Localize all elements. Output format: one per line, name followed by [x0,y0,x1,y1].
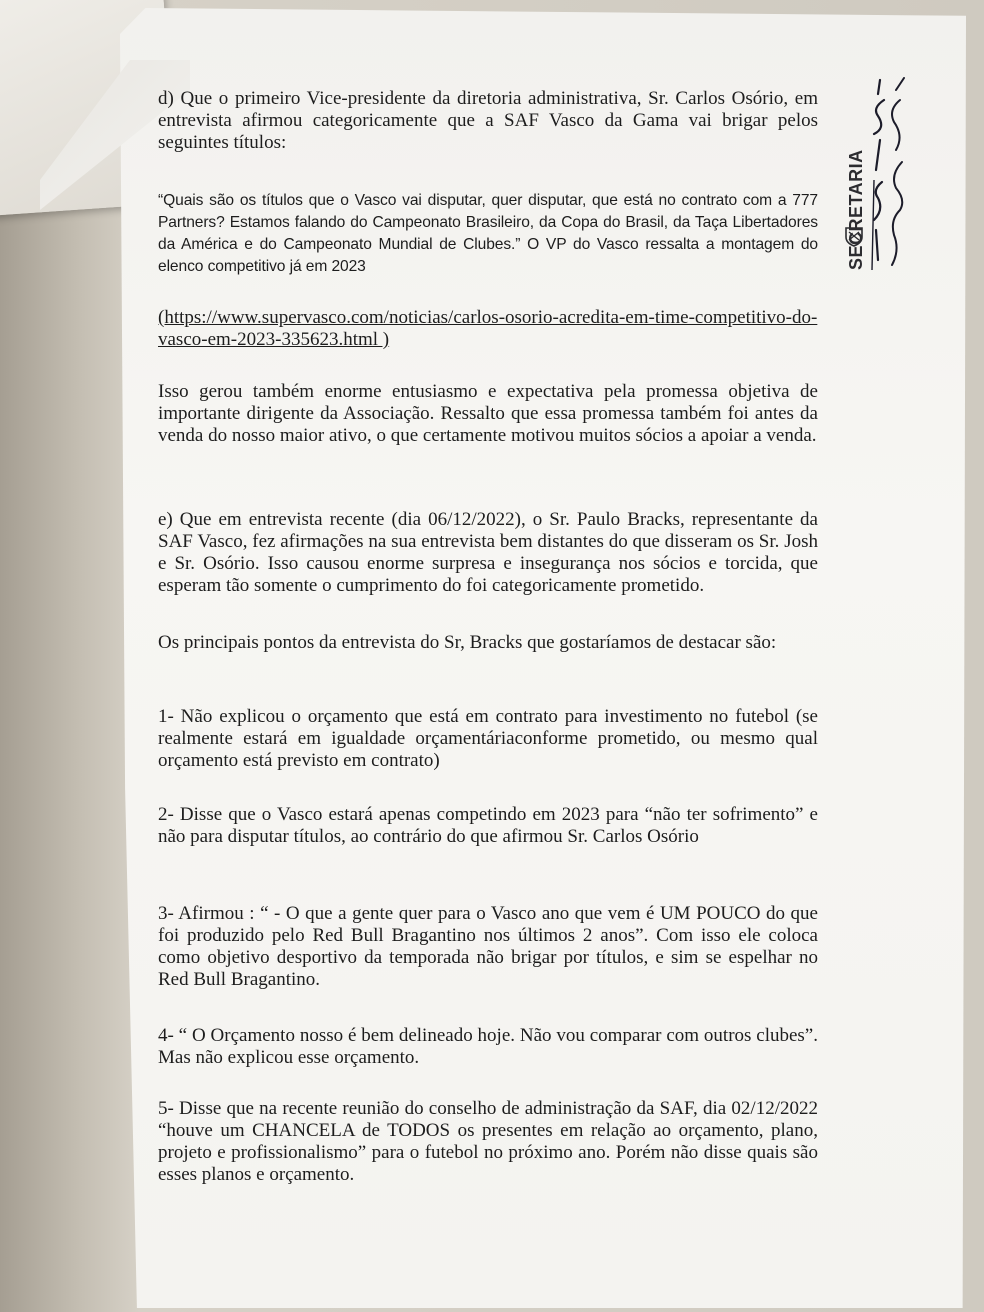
list-item-4-text: 4- “ O Orçamento nosso é bem delineado hoje. Não vou comparar com outros clubes”. Mas não explicou esse orçamento. [158,1025,818,1068]
source-link-text[interactable]: (https://www.supervasco.com/noticias/carlos-osorio-acredita-em-time-competitivo-do-vasco-em-2023-335623.html ) [158,307,818,350]
section-entusiasmo-text: Isso gerou também enorme entusiasmo e expectativa pela promessa objetiva de importante dirigente da Associação. Ressalto que essa promessa também foi antes da venda do nosso maior ativo, o que certamente motivou muitos sócios a apoiar a venda. [158,381,818,446]
list-item-5-text: 5- Disse que na recente reunião do conselho de administração da SAF, dia 02/12/2022 “houve um CHANCELA de TODOS os presentes em relação ao orçamento, plano, projeto e profissionalismo” para o futebol no próximo ano. Porém não disse quais são esses planos e orçamento. [158,1098,818,1185]
list-item-2 [158,804,818,848]
section-principais-text: Os principais pontos da entrevista do Sr, Bracks que gostaríamos de destacar são: [158,632,777,653]
section-e [158,509,818,597]
list-item-1 [158,706,818,772]
section-e-text: e) Que em entrevista recente (dia 06/12/2022), o Sr. Paulo Bracks, representante da SAF Vasco, fez afirmações na sua entrevista bem distantes do que disseram os Sr. Josh e Sr. Osório. Isso causou enorme surpresa e insegurança nos sócios e torcida, que esperam tão somente o cumprimento do foi categoricamente prometido. [158,509,818,596]
section-d-text: d) Que o primeiro Vice-presidente da diretoria administrativa, Sr. Carlos Osório, em entrevista afirmou categoricamente que a SAF Vasco da Gama vai brigar pelos seguintes títulos: [158,88,818,153]
list-item-2-text: 2- Disse que o Vasco estará apenas competindo em 2023 para “não ter sofrimento” e não para disputar títulos, ao contrário do que afirmou Sr. Carlos Osório [158,804,818,847]
list-item-4 [158,1025,818,1069]
quote-text: “Quais são os títulos que o Vasco vai disputar, quer disputar, que está no contrato com a 777 Partners? Estamos falando do Campeonato Brasileiro, da Copa do Brasil, da Taça Libertadores da América e do Campeonato Mundial de Clubes.” O VP do Vasco ressalta a montagem do elenco competitivo já em 2023 [158,192,818,275]
list-item-3-text: 3- Afirmou : “ - O que a gente quer para o Vasco ano que vem é UM POUCO do que foi produzido pelo Red Bull Bragantino nos últimos 2 anos”. Com isso ele coloca como objetivo desportivo da temporada não brigar por títulos, e sim se espelhar no Red Bull Bragantino. [158,903,818,990]
list-item-5 [158,1098,818,1186]
handwritten-date-signature [870,70,910,270]
stamp-label: SECRETARIA [846,149,866,270]
source-link[interactable] [158,307,818,351]
list-item-3 [158,903,818,991]
section-d [158,88,818,154]
section-entusiasmo [158,381,818,447]
quote-block [158,190,818,278]
section-principais [158,632,818,654]
list-item-1-text: 1- Não explicou o orçamento que está em contrato para investimento no futebol (se realmente estará em igualdade orçamentáriaconforme prometido, ou mesmo qual orçamento está previsto em contrato) [158,706,818,771]
